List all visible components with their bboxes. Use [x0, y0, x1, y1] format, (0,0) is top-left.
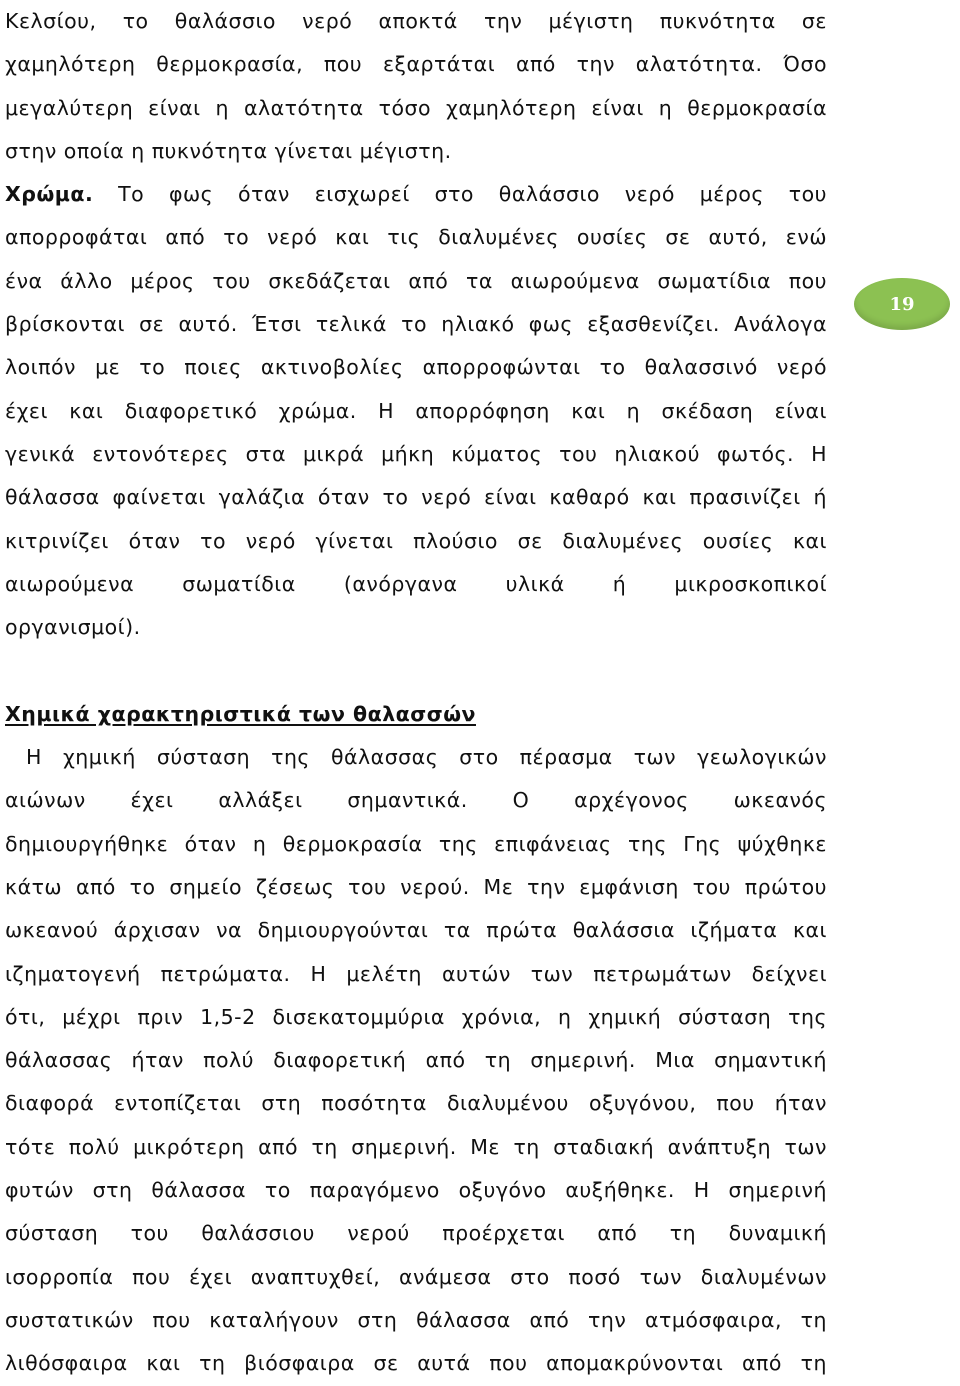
text-line: οργανισμοί).: [5, 615, 141, 640]
paragraph-gap: [5, 649, 827, 692]
text-line: ότι, μέχρι πριν 1,5-2 δισεκατομμύρια χρόνια, η χημική σύσταση της: [5, 1004, 827, 1029]
text-line: κάτω από το σημείο ζέσεως του νερού. Με την εμφάνιση του πρώτου: [5, 874, 827, 899]
section-heading: Χημικά χαρακτηριστικά των θαλασσών: [5, 701, 476, 726]
text-line: στην οποία η πυκνότητα γίνεται μέγιστη.: [5, 138, 452, 163]
text-line: λιθόσφαιρα και τη βιόσφαιρα σε αυτά που απομακρύνονται από τη: [5, 1351, 827, 1376]
text-line: διαφορά εντοπίζεται στη ποσότητα διαλυμένου οξυγόνου, που ήταν: [5, 1091, 827, 1116]
text-line: λοιπόν με το ποιες ακτινοβολίες απορροφώνται το θαλασσινό νερό: [5, 355, 827, 380]
section-chemical: [5, 693, 827, 1386]
document-page: [5, 0, 827, 1386]
color-lead: Χρώμα.: [5, 182, 94, 207]
text-line: βρίσκονται σε αυτό. Έτσι τελικά το ηλιακό φως εξασθενίζει. Ανάλογα: [5, 312, 827, 337]
text-line: [5, 173, 827, 216]
text-line: δημιουργήθηκε όταν η θερμοκρασία της επιφάνειας της Γης ψύχθηκε: [5, 831, 827, 856]
page-number-badge: [854, 278, 950, 330]
text-line: χαμηλότερη θερμοκρασία, που εξαρτάται από την αλατότητα. Όσο: [5, 52, 827, 77]
text-line: ωκεανού άρχισαν να δημιουργούνται τα πρώτα θαλάσσια ιζήματα και: [5, 918, 827, 943]
text-line: μεγαλύτερη είναι η αλατότητα τόσο χαμηλότερη είναι η θερμοκρασία: [5, 95, 827, 120]
color-first-line: Το φως όταν εισχωρεί στο θαλάσσιο νερό μέρος του: [118, 182, 827, 207]
text-line: φυτών στη θάλασσα το παραγόμενο οξυγόνο αυξήθηκε. Η σημερινή: [5, 1178, 827, 1203]
paragraph-density: [5, 0, 827, 173]
text-line: κιτρινίζει όταν το νερό γίνεται πλούσιο σε διαλυμένες ουσίες και: [5, 528, 827, 553]
page-number: 19: [889, 293, 915, 315]
text-line: Κελσίου, το θαλάσσιο νερό αποκτά την μέγιστη πυκνότητα σε: [5, 9, 827, 33]
text-line: συστατικών που καταλήγουν στη θάλασσα από την ατμόσφαιρα, τη: [5, 1307, 827, 1332]
text-line: θάλασσα φαίνεται γαλάζια όταν το νερό είναι καθαρό και πρασινίζει ή: [5, 485, 827, 510]
text-line: ιζηματογενή πετρώματα. Η μελέτη αυτών των πετρωμάτων δείχνει: [5, 961, 827, 986]
paragraph-color: [5, 173, 827, 649]
text-line: απορροφάται από το νερό και τις διαλυμένες ουσίες σε αυτό, ενώ: [5, 225, 827, 250]
text-line: θάλασσας ήταν πολύ διαφορετική από τη σημερινή. Μια σημαντική: [5, 1048, 827, 1073]
text-line: αιωρούμενα σωματίδια (ανόργανα υλικά ή μικροσκοπικοί: [5, 571, 827, 596]
text-line: ισορροπία που έχει αναπτυχθεί, ανάμεσα στο ποσό των διαλυμένων: [5, 1264, 827, 1289]
text-line: σύσταση του θαλάσσιου νερού προέρχεται από τη δυναμική: [5, 1221, 827, 1246]
text-line: Η χημική σύσταση της θάλασσας στο πέρασμα των γεωλογικών: [5, 745, 827, 770]
text-line: έχει και διαφορετικό χρώμα. Η απορρόφηση και η σκέδαση είναι: [5, 398, 827, 423]
text-line: τότε πολύ μικρότερη από τη σημερινή. Με τη σταδιακή ανάπτυξη των: [5, 1134, 827, 1159]
text-line: ένα άλλο μέρος του σκεδάζεται από τα αιωρούμενα σωματίδια που: [5, 268, 827, 293]
text-line: αιώνων έχει αλλάξει σημαντικά. Ο αρχέγονος ωκεανός: [5, 788, 827, 813]
text-line: γενικά εντονότερες στα μικρά μήκη κύματος του ηλιακού φωτός. Η: [5, 441, 827, 466]
